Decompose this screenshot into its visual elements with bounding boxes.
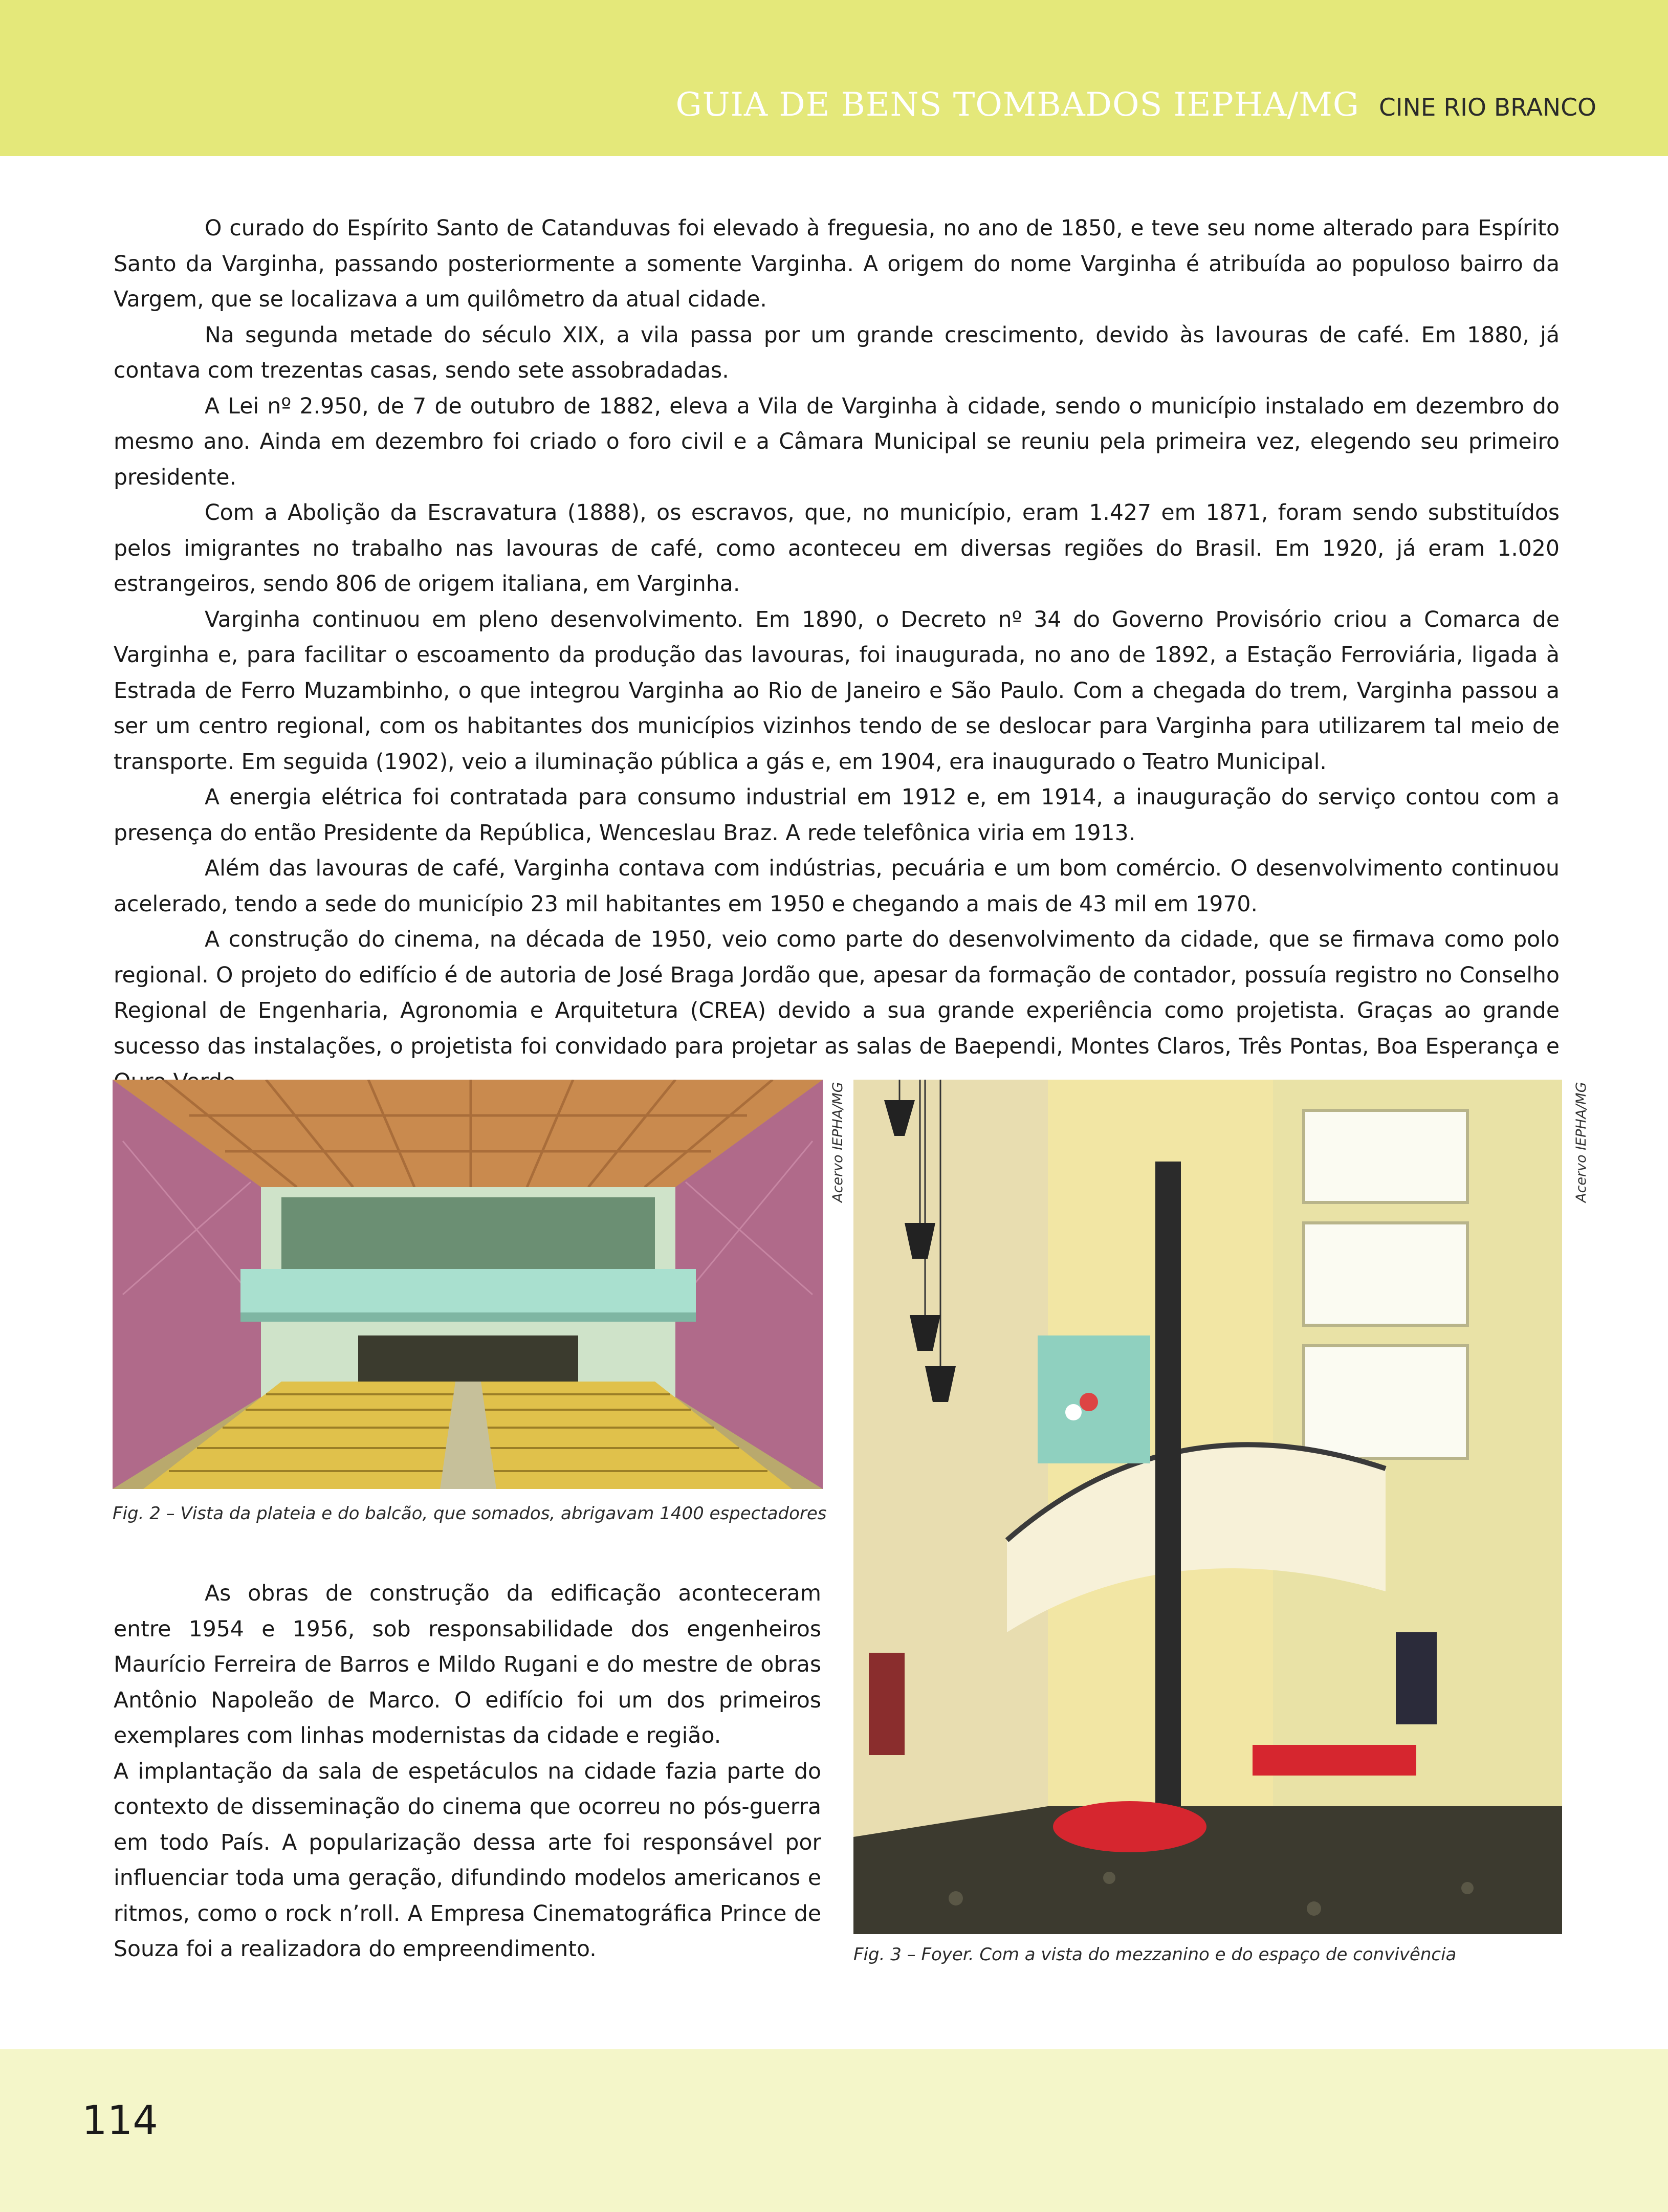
column-text (114, 1576, 821, 1967)
auditorium-photo (113, 1080, 823, 1489)
figure-caption: Fig. 2 – Vista da plateia e do balcão, que somados, abrigavam 1400 espectadores (113, 1503, 827, 1524)
footer-band (0, 2049, 1668, 2212)
photo-credit: Acervo IEPHA/MG (830, 1082, 846, 1202)
page-number: 114 (82, 2098, 158, 2144)
paragraph: Além das lavouras de café, Varginha contava com indústrias, pecuária e um bom comércio. O desenvolvimento continuou acelerado, tendo a sede do município 23 mil habitantes em 1950 e chegando a mais de 43 mil em 1970. (114, 856, 1560, 917)
paragraph: A implantação da sala de espetáculos na cidade fazia parte do contexto de disseminação do cinema que ocorreu no pós-guerra em todo País. A popularização dessa arte foi responsável por influenciar toda uma geração, difundindo modelos americanos e ritmos, como o rock n’roll. A Empresa Cinematográfica Prince de Souza foi a realizadora do empreendimento. (114, 1759, 821, 1962)
running-header (676, 86, 1596, 142)
paragraph: Na segunda metade do século XIX, a vila passa por um grande crescimento, devido às lavouras de café. Em 1880, já contava com trezentas casas, sendo sete assobradadas. (114, 322, 1560, 383)
paragraph: A construção do cinema, na década de 1950, veio como parte do desenvolvimento da cidade, que se firmava como polo regional. O projeto do edifício é de autoria de José Braga Jordão que, apesar da formação de contador, possuía registro no Conselho Regional de Engenharia, Agronomia e Arquitetura (CREA) devido a sua grande experiência como projetista. Graças ao grande sucesso das instalações, o projetista foi convidado para projetar as salas de Baependi, Montes Claros, Três Pontas, Boa Esperança e (114, 927, 1560, 1059)
paragraph: As obras de construção da edificação aconteceram entre 1954 e 1956, sob responsabilidade dos engenheiros Maurício Ferreira de Barros e Mildo Rugani e do mestre de obras Antônio Napoleão de Marco. O edifício foi um dos primeiros exemplares com linhas modernistas da cidade e região. (114, 1581, 821, 1748)
main-text (114, 211, 1560, 1100)
photo-credit: Acervo IEPHA/MG (1573, 1082, 1589, 1202)
foyer-photo (853, 1080, 1562, 1934)
guide-title: GUIA DE BENS TOMBADOS IEPHA/MG (675, 86, 1359, 124)
paragraph: A Lei nº 2.950, de 7 de outubro de 1882, eleva a Vila de Varginha à cidade, sendo o município instalado em dezembro do mesmo ano. Ainda em dezembro foi criado o foro civil e a Câmara Municipal se reuniu pela primeira vez, elegendo seu primeiro presidente. (114, 393, 1560, 490)
paragraph: O curado do Espírito Santo de Catanduvas foi elevado à freguesia, no ano de 1850, e teve seu nome alterado para Espírito Santo da Varginha, passando posteriormente a somente Varginha. A origem do nome Varginha é atribuída ao populoso bairro da Vargem, que se localizava a um quilômetro da atual cidade. (114, 216, 1560, 312)
section-title: CINE RIO BRANCO (1378, 94, 1596, 122)
paragraph: A energia elétrica foi contratada para consumo industrial em 1912 e, em 1914, a inauguração do serviço contou com a presença do então Presidente da República, Wenceslau Braz. A rede telefônica viria em 1913. (114, 785, 1560, 846)
paragraph: Varginha continuou em pleno desenvolvimento. Em 1890, o Decreto nº 34 do Governo Provisório criou a Comarca de Varginha e, para facilitar o escoamento da produção das lavouras, foi inaugurada, no ano de 1892, a Estação Ferroviária, ligada à Estrada de Ferro Muzambinho, o que integrou Varginha ao Rio de Janeiro e São Paulo. Com a chegada do trem, Varginha passou a ser um centro regional, com os habitantes dos municípios vizinhos tendo de se deslocar para Varginha para utilizarem tal meio de transporte. Em seguida (1902), veio a iluminação pública a gás e, em 1904, era inaugurado o Teatro Municipal. (114, 607, 1560, 775)
figure-caption: Fig. 3 – Foyer. Com a vista do mezzanino e do espaço de convivência (853, 1944, 1457, 1965)
paragraph: Com a Abolição da Escravatura (1888), os escravos, que, no município, eram 1.427 em 1871, foram sendo substituídos pelos imigrantes no trabalho nas lavouras de café, como aconteceu em diversas regiões do Brasil. Em 1920, já eram 1.020 estrangeiros, sendo 806 de origem italiana, em Varginha. (114, 500, 1560, 597)
